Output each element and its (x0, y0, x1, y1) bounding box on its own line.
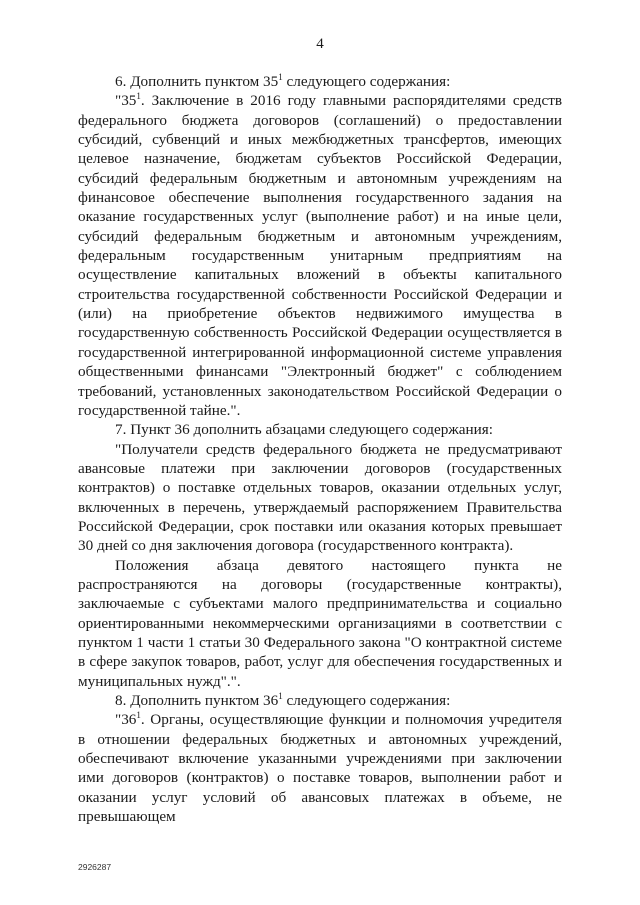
document-body (78, 72, 562, 826)
paragraph-exceptions: Положения абзаца девятого настоящего пункта не распространяются на договоры (государственные контракты), заключаемые с субъектами малого предпринимательства и социально ориентированными некоммерческими организациями в соответствии с пунктом 1 части 1 статьи 30 Федерального закона "О контрактной системе в сфере закупок товаров, работ, услуг для обеспечения государственных и муниципальных нужд".". (78, 556, 562, 690)
page-number: 4 (316, 36, 324, 52)
paragraph-advance-payments: "Получатели средств федерального бюджета не предусматривают авансовые платежи при заключении договоров (государственных контрактов) о поставке отдельных товаров, оказании отдельных услуг, включенных в перечень, утверждаемый распоряжением Правительства Российской Федерации, срок поставки или оказания которых превышает 30 дней со дня заключения договора (государственного контракта). (78, 440, 562, 555)
paragraph-item-6: 6. Дополнить пунктом $35^1$ следующего содержания: (115, 72, 451, 90)
paragraph-item-7: 7. Пункт 36 дополнить абзацами следующего содержания: (115, 421, 493, 439)
superscript: 1 (278, 691, 283, 701)
paragraph-item-8: 8. Дополнить пунктом $36^1$ следующего содержания: (115, 691, 451, 709)
superscript: 1 (278, 72, 283, 82)
document-code: 2926287 (78, 862, 112, 872)
paragraph-item-35-1-text: "$35^1$. Заключение в 2016 году главными распорядителями средств федерального бюджета договоров (соглашений) о предоставлении субсидий, субвенций и иных межбюджетных трансфертов, имеющих целевое назначение, бюджетам субъектов Российской Федерации, субсидий федеральным бюджетным и автономным учреждениям на финансовое обеспечение выполнения государственного задания на оказание государственных услуг (выполнение работ) и на иные цели, субсидий федеральным бюджетным и автономным учреждениям, федеральным государственным унитарным предприятиям на осуществление капитальных вложений в объекты капитального строительства государственной собственности Российской Федерации и (или) на приобретение объектов недвижимого имущества в государственную собственность Российской Федерации осуществляется в государственной интегрированной информационной системе управления общественными финансами "Электронный бюджет" с соблюдением требований, установленных законодательством Российской Федерации о государственной тайне.". (78, 91, 562, 419)
superscript: 1 (136, 91, 141, 102)
paragraph-item-36-1-text: "$36^1$. Органы, осуществляющие функции и полномочия учредителя в отношении федеральных бюджетных и автономных учреждений, обеспечивают включение указанными учреждениями при заключении ими договоров (контрактов) о поставке товаров, выполнении работ и оказании услуг условий об авансовых платежах в объеме, не превышающем (78, 710, 562, 826)
superscript: 1 (136, 710, 141, 721)
